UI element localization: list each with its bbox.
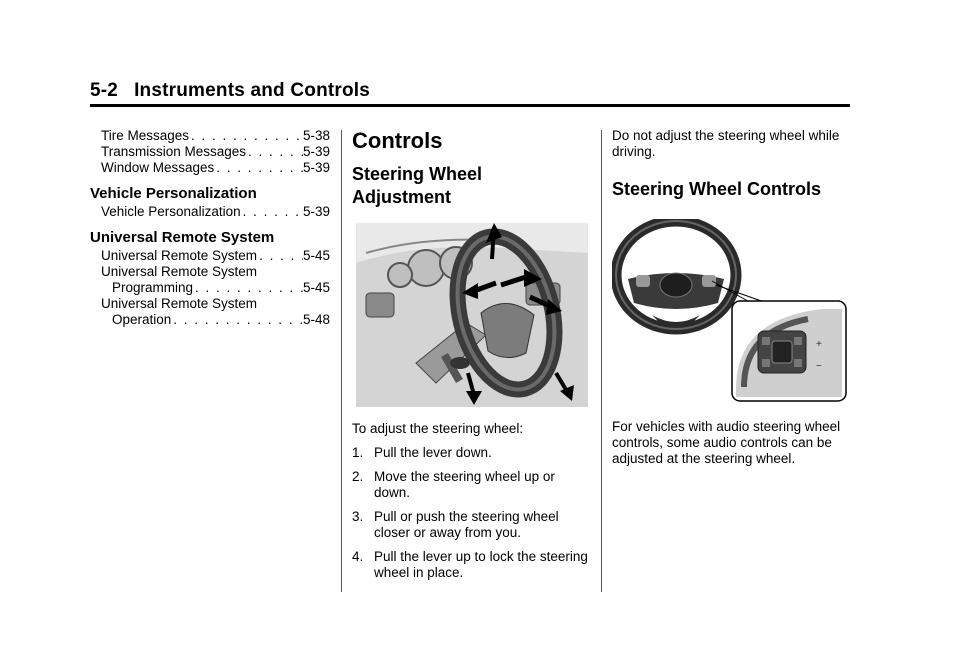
instruction-step xyxy=(352,549,590,581)
toc-entry-label-line1[interactable]: Universal Remote System xyxy=(101,296,258,311)
svg-text:+: + xyxy=(816,339,822,350)
toc-leader xyxy=(214,160,303,176)
toc-entry-label-line1[interactable]: Universal Remote System xyxy=(101,264,258,279)
toc-entry-label: Vehicle Personalization xyxy=(101,204,241,219)
steering-controls-illustration xyxy=(612,219,850,405)
toc-entry[interactable] xyxy=(90,248,330,264)
step-number: 1. xyxy=(352,445,364,460)
toc-entry-label: Programming xyxy=(112,280,194,295)
toc-entry-label: Tire Messages xyxy=(101,128,190,143)
subsection-heading-line: Adjustment xyxy=(352,187,451,207)
right-column xyxy=(612,128,852,475)
toc-entry-page: 5-39 xyxy=(302,144,330,159)
toc-entry-label: Window Messages xyxy=(101,160,215,175)
subsection-heading: Steering Wheel Controls xyxy=(612,179,822,199)
subsection-heading xyxy=(352,163,590,209)
section-title: Instruments and Controls xyxy=(134,80,371,101)
toc-entry[interactable] xyxy=(90,144,330,160)
toc-entry-page: 5-45 xyxy=(302,280,330,295)
page-header xyxy=(90,80,850,102)
toc-entry-label: Operation xyxy=(112,312,172,327)
page-number: 5-2 xyxy=(90,80,119,101)
toc-leader xyxy=(189,128,303,144)
toc-entry-page: 5-45 xyxy=(302,248,330,263)
toc-entry-label: Transmission Messages xyxy=(101,144,247,159)
header-text xyxy=(90,80,850,102)
section-heading: Controls xyxy=(352,128,443,153)
column-divider xyxy=(601,130,602,592)
toc-leader xyxy=(193,280,303,296)
toc-entry[interactable] xyxy=(90,128,330,144)
step-number: 2. xyxy=(352,469,364,484)
step-text: Pull the lever down. xyxy=(374,445,492,460)
toc-entry[interactable] xyxy=(90,204,330,220)
step-text: Pull the lever up to lock the steering wheel in place. xyxy=(374,549,588,580)
header-rule xyxy=(90,104,850,107)
toc-entry[interactable] xyxy=(90,280,330,296)
toc-entry-page: 5-48 xyxy=(302,312,330,327)
toc-entry[interactable] xyxy=(90,160,330,176)
instruction-step xyxy=(352,509,590,541)
toc-leader xyxy=(257,248,303,264)
toc-entry-page: 5-39 xyxy=(302,160,330,175)
toc-leader xyxy=(241,204,303,220)
steering-wheel-illustration xyxy=(356,223,588,407)
steering-controls-diagram xyxy=(612,219,850,405)
instruction-step xyxy=(352,445,590,461)
svg-text:−: − xyxy=(816,361,822,372)
instruction-intro: To adjust the steering wheel: xyxy=(352,421,524,436)
controls-description: For vehicles with audio steering wheel controls, some audio controls can be adjusted at the steering wheel. xyxy=(612,419,841,466)
step-number: 4. xyxy=(352,549,364,564)
instruction-steps xyxy=(352,445,590,581)
toc-entry-page: 5-38 xyxy=(302,128,330,143)
toc-entry-label: Universal Remote System xyxy=(101,248,258,263)
step-text: Move the steering wheel up or down. xyxy=(374,469,555,500)
toc-entry[interactable] xyxy=(90,312,330,328)
toc-column xyxy=(90,128,330,328)
toc-group-heading[interactable]: Universal Remote System xyxy=(90,229,275,246)
caution-text: Do not adjust the steering wheel while driving. xyxy=(612,128,840,159)
column-divider xyxy=(341,130,342,592)
toc-leader xyxy=(246,144,303,160)
instruction-step xyxy=(352,469,590,501)
toc-leader xyxy=(171,312,303,328)
step-text: Pull or push the steering wheel closer or away from you. xyxy=(374,509,559,540)
toc-group-heading[interactable]: Vehicle Personalization xyxy=(90,185,257,202)
toc-entry-page: 5-39 xyxy=(302,204,330,219)
step-number: 3. xyxy=(352,509,364,524)
subsection-heading-line: Steering Wheel xyxy=(352,164,483,184)
main-column xyxy=(352,128,590,589)
steering-adjustment-illustration xyxy=(356,223,588,407)
